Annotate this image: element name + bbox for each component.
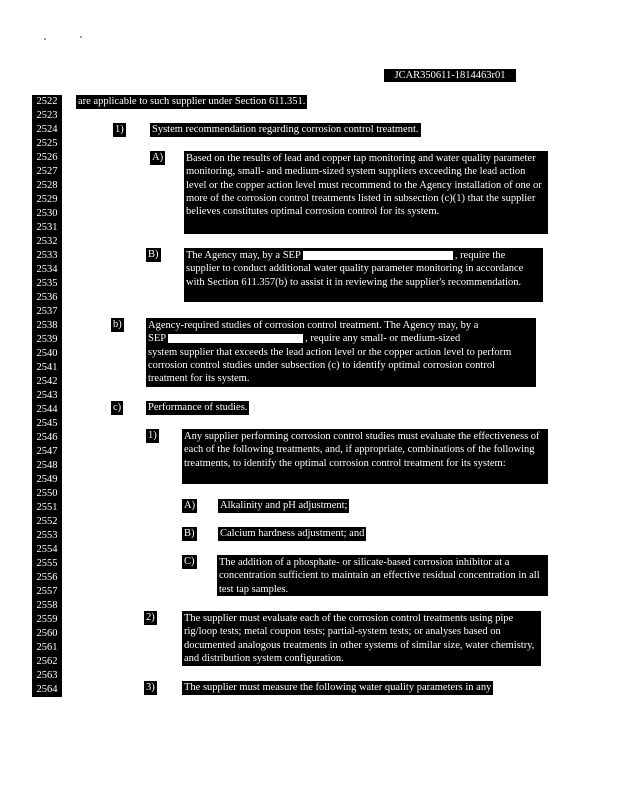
intro-text: are applicable to such supplier under Section 611.351.: [78, 96, 306, 107]
line-number: 2534: [32, 263, 62, 277]
section-c1-label: 1): [148, 430, 157, 441]
line-number: 2535: [32, 277, 62, 291]
section-c2-text: The supplier must evaluate each of the corrosion control treatments using pipe rig/loop tests; metal coupon tests; partial-system tests; or analyses based on documented analogous treatments in other systems of similar size, water chemistry, and distribution system configuration.: [182, 611, 541, 666]
line-number: 2548: [32, 459, 62, 473]
line-number: 2538: [32, 319, 62, 333]
line-number: 2554: [32, 543, 62, 557]
section-1b-text-start: The Agency may, by a SEP: [186, 250, 301, 261]
line-number: 2563: [32, 669, 62, 683]
line-number: 2533: [32, 249, 62, 263]
section-1b-label: B): [148, 249, 159, 260]
scan-speck: [44, 38, 46, 40]
line-number: 2537: [32, 305, 62, 319]
section-b-text: [146, 318, 536, 387]
line-number: 2547: [32, 445, 62, 459]
line-number: 2556: [32, 571, 62, 585]
section-b-line1: Agency-required studies of corrosion control treatment. The Agency may, by a: [148, 320, 479, 331]
line-number: 2524: [32, 123, 62, 137]
line-number: 2541: [32, 361, 62, 375]
section-c-label: c): [113, 402, 122, 413]
section-c1a-text: Alkalinity and pH adjustment;: [220, 500, 348, 511]
section-b-label: b): [113, 319, 122, 330]
line-number: 2528: [32, 179, 62, 193]
line-number: 2559: [32, 613, 62, 627]
line-number: 2551: [32, 501, 62, 515]
line-number: 2542: [32, 375, 62, 389]
line-number: 2561: [32, 641, 62, 655]
section-c1b-text: Calcium hardness adjustment; and: [220, 528, 365, 539]
redaction-bar: [168, 334, 303, 343]
line-number: 2546: [32, 431, 62, 445]
section-c3-label: 3): [146, 682, 155, 693]
redaction-bar: [303, 251, 453, 260]
line-number: 2555: [32, 557, 62, 571]
line-number: 2560: [32, 627, 62, 641]
line-number: 2545: [32, 417, 62, 431]
document-id: JCAR350611-1814463r01: [384, 69, 516, 82]
section-b-rest: system supplier that exceeds the lead action level or the copper action level to perform corrosion control studies under subsection (c) to identify optimal corrosion control treatment for its system.: [148, 346, 512, 385]
section-b-line2: [148, 332, 534, 345]
line-number: 2539: [32, 333, 62, 347]
line-number: 2557: [32, 585, 62, 599]
line-number: 2562: [32, 655, 62, 669]
section-1b-text-end: , require the supplier to conduct additional water quality parameter monitoring in accordance with Section 611.357(b) to assist it in reviewing the supplier's recommendation.: [186, 250, 524, 288]
line-number: 2552: [32, 515, 62, 529]
line-number: 2544: [32, 403, 62, 417]
section-1-label: 1): [115, 124, 124, 135]
line-number: 2532: [32, 235, 62, 249]
section-1-heading: System recommendation regarding corrosion control treatment.: [152, 124, 419, 135]
section-b-line2-start: SEP: [148, 333, 167, 345]
section-c1c-text: The addition of a phosphate- or silicate-based corrosion inhibitor at a concentration sufficient to maintain an effective residual concentration in all test tap samples.: [217, 555, 548, 596]
line-number: 2523: [32, 109, 62, 123]
line-number: 2522: [32, 95, 62, 109]
line-number: 2564: [32, 683, 62, 697]
scan-speck: [80, 36, 82, 38]
line-number: 2526: [32, 151, 62, 165]
line-number: 2549: [32, 473, 62, 487]
line-number: 2527: [32, 165, 62, 179]
section-c1a-label: A): [184, 500, 196, 511]
line-number: 2543: [32, 389, 62, 403]
line-number: 2540: [32, 347, 62, 361]
line-number: 2558: [32, 599, 62, 613]
section-c2-label: 2): [146, 612, 155, 623]
line-number: 2531: [32, 221, 62, 235]
line-number: 2529: [32, 193, 62, 207]
section-c1c-label: C): [184, 556, 195, 567]
line-number: 2536: [32, 291, 62, 305]
line-number: 2525: [32, 137, 62, 151]
section-c1-text: Any supplier performing corrosion control studies must evaluate the effectiveness of each of the following treatments, and, if appropriate, combinations of the following treatments, to identify the optimal corrosion control treatment for its system:: [182, 429, 548, 484]
section-1a-text: Based on the results of lead and copper tap monitoring and water quality parameter monitoring, small- and medium-sized system suppliers exceeding the lead action level or the copper action level must recommend to the Agency installation of one or more of the corrosion control treatments listed in subsection (c)(1) that the supplier believes constitutes optimal corrosion control for its system.: [184, 151, 548, 234]
line-number: 2553: [32, 529, 62, 543]
section-1b-text: [184, 248, 543, 302]
line-number: 2550: [32, 487, 62, 501]
section-b-line2-end: , require any small- or medium-sized: [305, 333, 461, 345]
section-c3-text: The supplier must measure the following water quality parameters in any: [184, 682, 492, 693]
line-number: 2530: [32, 207, 62, 221]
section-c1b-label: B): [184, 528, 195, 539]
section-1a-label: A): [152, 152, 164, 163]
section-c-heading: Performance of studies.: [148, 402, 248, 413]
